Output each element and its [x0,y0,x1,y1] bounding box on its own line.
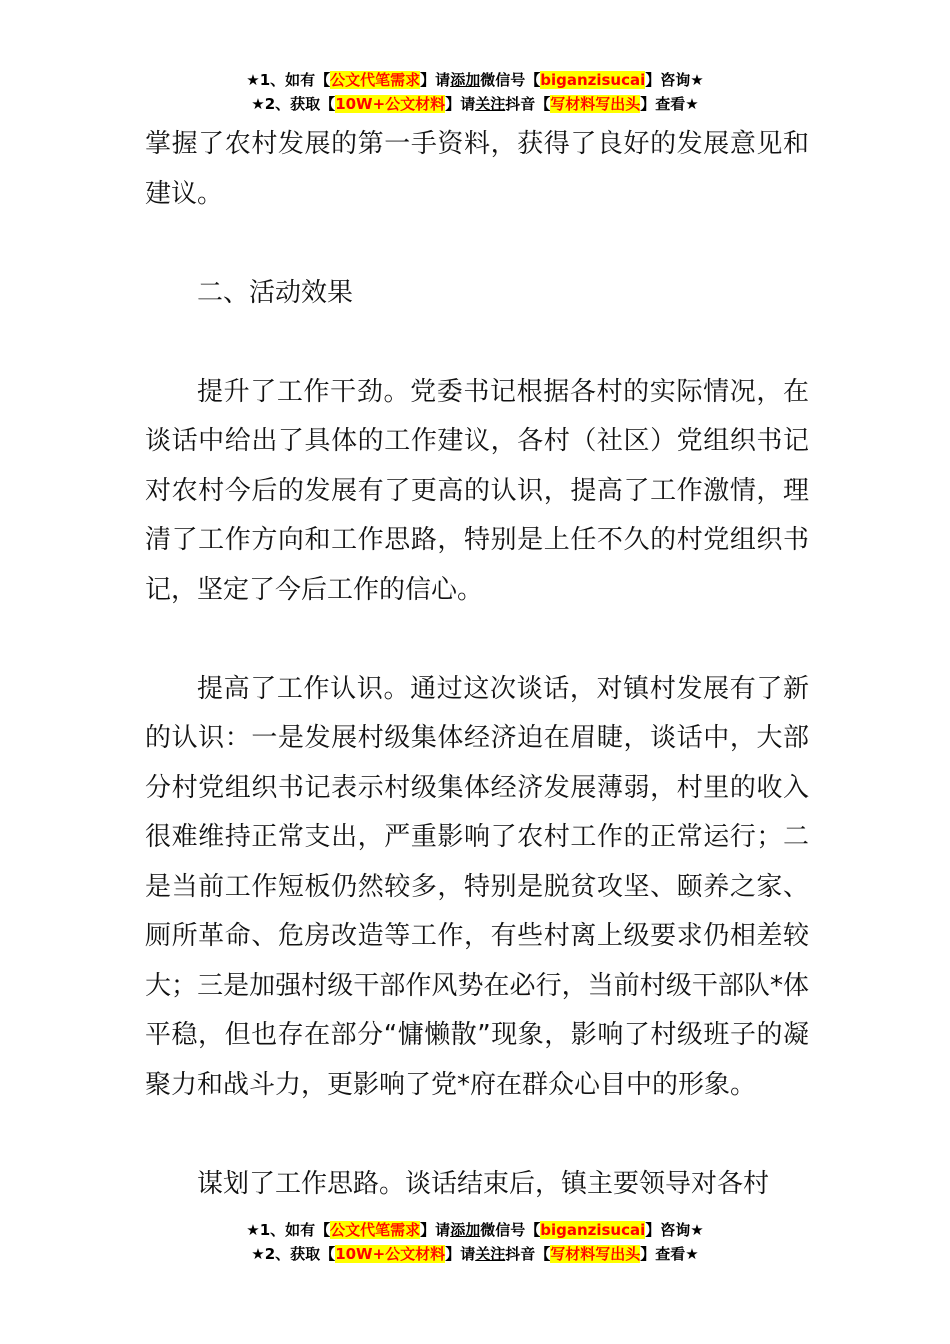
banner-text: 】请 [445,1245,476,1263]
banner-text: 】请 [420,1221,451,1239]
banner-text: 】请 [445,95,476,113]
paragraph: 提升了工作干劲。党委书记根据各村的实际情况，在谈话中给出了具体的工作建议，各村（社区）党组织书记对农村今后的发展有了更高的认识，提高了工作激情，理清了工作方向和工作思路，特别是上任不久的村党组织书记，坚定了今后工作的信心。 [145,376,809,605]
banner-text: ★1、如有【 [246,1221,331,1239]
banner-text: 】咨询★ [645,71,704,89]
banner-text: 】咨询★ [645,1221,704,1239]
highlight-text: 公文代笔需求 [330,71,421,89]
banner-line-2 [0,92,950,116]
banner-line-1 [0,1218,950,1242]
paragraph: 掌握了农村发展的第一手资料，获得了良好的发展意见和建议。 [145,129,809,209]
banner-text: 】查看★ [640,1245,699,1263]
underlined-text: 关注 [475,1245,506,1263]
banner-text: 】请 [420,71,451,89]
banner-line-1 [0,68,950,92]
highlight-text: 10W+公文材料 [335,1245,446,1263]
paragraph: 谋划了工作思路。谈话结束后，镇主要领导对各村 [197,1168,770,1199]
document-body [145,120,809,1209]
highlight-text: 写材料写出头 [550,95,641,113]
section-heading: 二、活动效果 [197,277,354,308]
top-banner [0,68,950,116]
highlight-text: biganzisucai [540,71,646,89]
underlined-text: 添加 [450,71,481,89]
banner-text: ★1、如有【 [246,71,331,89]
banner-text: ★2、获取【 [251,1245,336,1263]
underlined-text: 添加 [450,1221,481,1239]
highlight-text: biganzisucai [540,1221,646,1239]
bottom-banner [0,1218,950,1266]
highlight-text: 10W+公文材料 [335,95,446,113]
banner-text: ★2、获取【 [251,95,336,113]
banner-text: 微信号【 [480,1221,541,1239]
banner-text: 微信号【 [480,71,541,89]
underlined-text: 关注 [475,95,506,113]
highlight-text: 公文代笔需求 [330,1221,421,1239]
paragraph: 提高了工作认识。通过这次谈话，对镇村发展有了新的认识：一是发展村级集体经济迫在眉睫，谈话中，大部分村党组织书记表示村级集体经济发展薄弱，村里的收入很难维持正常支出，严重影响了农村工作的正常运行；二是当前工作短板仍然较多，特别是脱贫攻坚、颐养之家、厕所革命、危房改造等工作，有些村离上级要求仍相差较大；三是加强村级干部作风势在必行，当前村级干部队*体平稳，但也存在部分“慵懒散”现象，影响了村级班子的凝聚力和战斗力，更影响了党*府在群众心目中的形象。 [145,673,809,1100]
banner-text: 抖音【 [505,1245,551,1263]
highlight-text: 写材料写出头 [550,1245,641,1263]
banner-text: 抖音【 [505,95,551,113]
banner-text: 】查看★ [640,95,699,113]
banner-line-2 [0,1242,950,1266]
